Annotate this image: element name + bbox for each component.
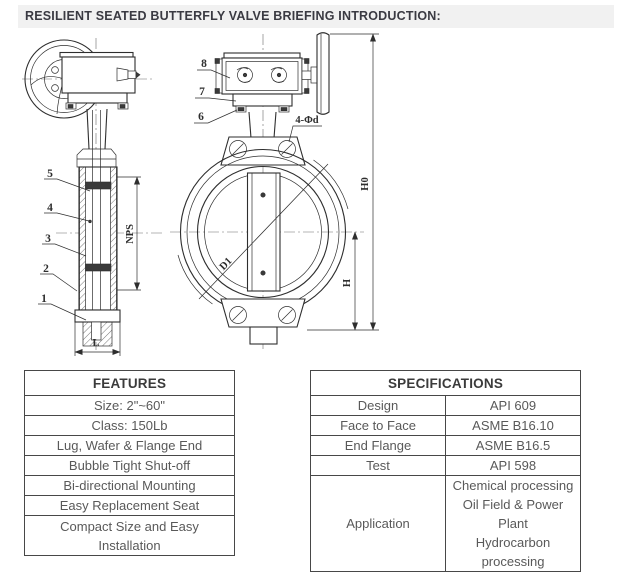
feature-cell: Bubble Tight Shut-off: [25, 456, 235, 476]
valve-technical-drawing: [0, 28, 619, 368]
valve-neck-side: [77, 109, 116, 167]
feature-cell: Easy Replacement Seat: [25, 496, 235, 516]
butterfly-disc: [248, 173, 281, 291]
table-row: [25, 416, 235, 436]
spec-label: Test: [311, 456, 446, 476]
title-band: [18, 5, 614, 28]
gearbox-front: [215, 53, 309, 112]
table-row: [25, 476, 235, 496]
feature-cell: Bi-directional Mounting: [25, 476, 235, 496]
application-line: Chemical processing: [452, 478, 574, 493]
table-row: [25, 396, 235, 416]
specifications-header: SPECIFICATIONS: [311, 371, 581, 396]
part-label-1: 1: [41, 293, 47, 305]
front-view: [170, 33, 379, 350]
dim-label-h: H: [342, 278, 353, 288]
table-row: [25, 496, 235, 516]
table-row: [25, 456, 235, 476]
dim-label-bolt-holes: 4-Φd: [295, 115, 319, 126]
spec-label: End Flange: [311, 436, 446, 456]
dim-nps: [117, 177, 141, 290]
table-row: [25, 436, 235, 456]
top-lug: [221, 137, 305, 165]
feature-cell: Class: 150Lb: [25, 416, 235, 436]
spec-label: Face to Face: [311, 416, 446, 436]
feature-cell: Size: 2"~60": [25, 396, 235, 416]
table-row: [311, 436, 581, 456]
table-row: [25, 516, 235, 556]
part-label-3: 3: [45, 233, 51, 245]
dim-h: [307, 232, 379, 330]
gearbox-side: [60, 53, 140, 110]
spec-label: Design: [311, 396, 446, 416]
features-header: FEATURES: [25, 371, 235, 396]
side-view: [22, 38, 162, 356]
feature-cell: Compact Size and Easy Installation: [25, 516, 235, 556]
valve-body-section: [75, 110, 120, 346]
part-label-4: 4: [47, 202, 53, 214]
spec-value: ASME B16.10: [446, 416, 581, 436]
part-label-2: 2: [43, 263, 49, 275]
dim-h0: [330, 34, 379, 330]
part-label-6: 6: [198, 111, 204, 123]
spec-value-application: [446, 476, 581, 572]
specifications-table: [310, 370, 581, 572]
part-label-7: 7: [199, 86, 205, 98]
dim-label-h0: H0: [360, 177, 371, 191]
spec-label: Application: [311, 476, 446, 572]
part-label-5: 5: [47, 168, 53, 180]
handwheel-edge-icon: [302, 33, 329, 115]
application-line: Oil Field & Power Plant: [462, 497, 564, 531]
dim-label-nps: NPS: [125, 224, 136, 244]
spec-value: API 609: [446, 396, 581, 416]
dim-label-d1: D1: [217, 255, 235, 273]
feature-cell: Lug, Wafer & Flange End: [25, 436, 235, 456]
page-title: RESILIENT SEATED BUTTERFLY VALVE BRIEFING INTRODUCTION:: [25, 9, 441, 23]
table-row: [311, 476, 581, 572]
application-line: Hydrocarbon processing: [475, 535, 551, 569]
part-label-8: 8: [201, 58, 207, 70]
spec-value: ASME B16.5: [446, 436, 581, 456]
table-row: [311, 456, 581, 476]
features-table: [24, 370, 235, 556]
spec-value: API 598: [446, 456, 581, 476]
bottom-lug: [221, 299, 305, 344]
table-row: [311, 396, 581, 416]
dim-label-l: L: [92, 338, 100, 349]
table-row: [311, 416, 581, 436]
drawing-svg: [0, 28, 619, 368]
